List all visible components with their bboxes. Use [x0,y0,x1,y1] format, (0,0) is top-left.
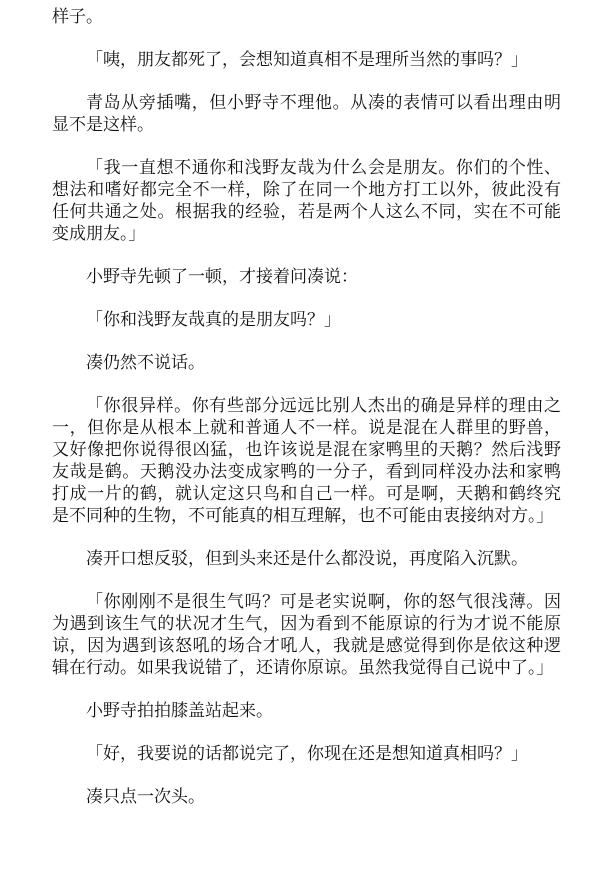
paragraph: 凑只点一次头。 [86,787,205,807]
paragraph: 「你刚刚不是很生气吗？可是老实说啊，你的怒气很浅薄。因为遇到该生气的状况才生气，因为看到不能原谅的行为才说不能原谅，因为遇到该怒吼的场合才吼人，我就是感觉得到你是依这种逻辑在行动。如果我说错了，还请你原谅。虽然我觉得自己说中了。」 [52,592,561,678]
paragraph: 「你很异样。你有些部分远远比别人杰出的确是异样的理由之一，但你是从根本上就和普通人不一样。说是混在人群里的野兽，又好像把你说得很凶猛，也许该说是混在家鸭里的天鹅？然后浅野友哉是鹤。天鹅没办法变成家鸭的一分子，看到同样没办法和家鸭打成一片的鹤，就认定这只鸟和自己一样。可是啊，天鹅和鹤终究是不同种的生物，不可能真的相互理解，也不可能由衷接纳对方。」 [52,396,561,526]
paragraph: 凑开口想反驳，但到头来还是什么都没说，再度陷入沉默。 [86,549,528,569]
paragraph: 「好，我要说的话都说完了，你现在还是想知道真相吗？」 [86,744,528,764]
paragraph: 凑仍然不说话。 [86,353,205,373]
paragraph: 小野寺先顿了一顿，才接着问凑说： [86,267,358,287]
paragraph-continuation: 样子。 [52,7,103,27]
paragraph: 青岛从旁插嘴，但小野寺不理他。从凑的表情可以看出理由明显不是这样。 [52,93,561,135]
paragraph: 「你和浅野友哉真的是朋友吗？」 [86,310,341,330]
paragraph: 「我一直想不通你和浅野友哉为什么会是朋友。你们的个性、想法和嗜好都完全不一样，除了在同一个地方打工以外，彼此没有任何共通之处。根据我的经验，若是两个人这么不同，实在不可能变成朋友。」 [52,158,561,244]
paragraph: 小野寺拍拍膝盖站起来。 [86,701,273,721]
paragraph: 「咦，朋友都死了，会想知道真相不是理所当然的事吗？」 [86,50,528,70]
